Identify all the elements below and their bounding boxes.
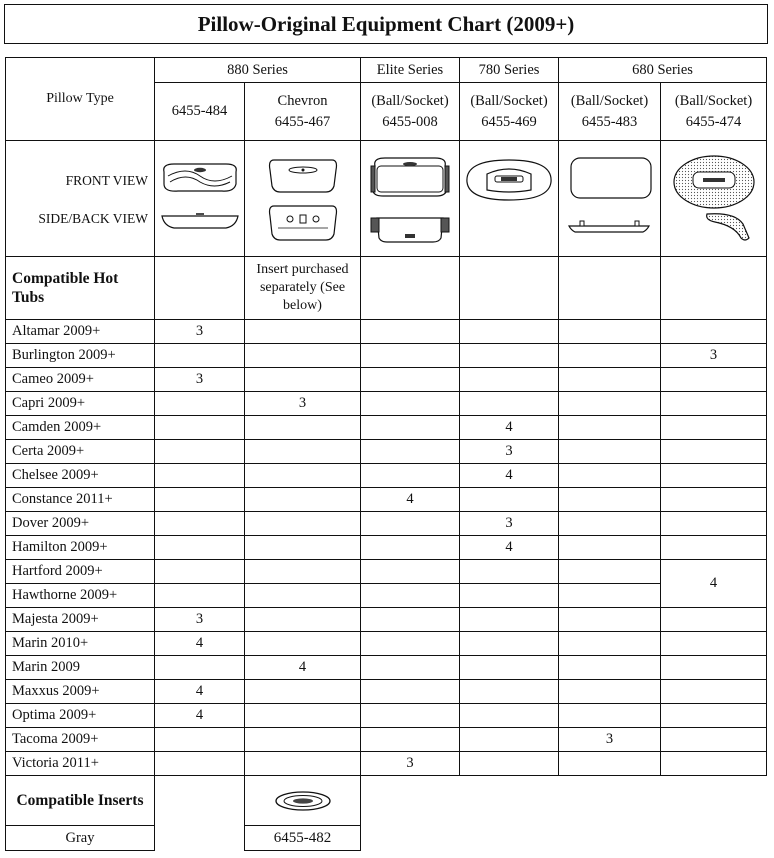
table-row [6,416,767,440]
qty-cell [559,464,661,488]
tub-name: Dover 2009+ [6,512,155,536]
qty-cell [661,320,767,344]
part-name: Chevron [277,92,328,109]
part-name: (Ball/Socket) [470,92,548,109]
qty-cell [661,512,767,536]
qty-cell [661,464,767,488]
qty-cell [155,656,245,680]
qty-cell [155,728,245,752]
qty-cell [361,632,460,656]
qty-cell [661,728,767,752]
pillow-467-illustration [248,152,358,246]
qty-cell [245,584,361,608]
qty-cell [361,608,460,632]
qty-cell: 4 [460,416,559,440]
qty-cell [361,728,460,752]
empty-cell [155,257,245,320]
qty-cell [361,704,460,728]
qty-cell [559,656,661,680]
part-name: (Ball/Socket) [674,92,753,109]
part-header-484 [155,83,245,141]
table-row [6,320,767,344]
tub-name: Cameo 2009+ [6,368,155,392]
table-row [6,608,767,632]
qty-cell [155,392,245,416]
qty-cell [245,368,361,392]
qty-cell [661,440,767,464]
part-name: (Ball/Socket) [570,92,649,109]
qty-cell [661,608,767,632]
pillow-type-label: Pillow Type [6,58,155,141]
part-number: 6455-484 [171,103,228,119]
tub-name: Majesta 2009+ [6,608,155,632]
qty-cell [460,656,559,680]
qty-cell [245,512,361,536]
qty-cell: 4 [155,680,245,704]
qty-cell [361,416,460,440]
empty-cell [361,776,767,826]
tub-name: Capri 2009+ [6,392,155,416]
qty-cell [155,416,245,440]
qty-cell [361,368,460,392]
qty-cell [661,752,767,776]
view-labels-cell [6,141,155,257]
tub-name: Maxxus 2009+ [6,680,155,704]
chevron-insert-note: Insert purchased separately (See below) [245,257,361,320]
part-header-008 [361,83,460,141]
series-680-header: 680 Series [559,58,767,83]
qty-cell: 3 [155,608,245,632]
qty-cell-merged: 4 [661,560,767,608]
qty-cell [460,368,559,392]
qty-cell [460,752,559,776]
qty-cell [460,728,559,752]
qty-cell [361,464,460,488]
table-row [6,584,767,608]
qty-cell [361,440,460,464]
qty-cell [559,368,661,392]
empty-cell [559,257,661,320]
qty-cell [661,416,767,440]
qty-cell [661,488,767,512]
qty-cell [559,440,661,464]
pillow-image-008 [361,141,460,257]
insert-image-cell [245,776,361,826]
table-row [6,344,767,368]
insert-color-label: Gray [6,826,155,851]
tub-name: Optima 2009+ [6,704,155,728]
qty-cell [661,704,767,728]
part-number: 6455-469 [481,113,537,130]
qty-cell [245,344,361,368]
tub-name: Hartford 2009+ [6,560,155,584]
qty-cell [155,488,245,512]
pillow-483-illustration [561,152,659,246]
insert-482-illustration [273,789,333,813]
pillow-484-illustration [156,154,244,244]
qty-cell [559,416,661,440]
part-number: 6455-467 [274,113,331,130]
part-header-469 [460,83,559,141]
qty-cell [661,392,767,416]
table-row [6,512,767,536]
table-row [6,704,767,728]
qty-cell [559,632,661,656]
empty-cell [361,257,460,320]
tub-name: Constance 2011+ [6,488,155,512]
tub-name: Burlington 2009+ [6,344,155,368]
side-view-label: SIDE/BACK VIEW [38,210,148,226]
empty-cell [155,826,245,851]
table-row [6,632,767,656]
qty-cell [155,752,245,776]
qty-cell [460,560,559,584]
qty-cell: 4 [155,632,245,656]
pillow-image-483 [559,141,661,257]
qty-cell [245,320,361,344]
qty-cell [361,680,460,704]
qty-cell: 4 [460,536,559,560]
part-number: 6455-483 [581,113,638,130]
empty-cell [460,257,559,320]
qty-cell [361,392,460,416]
equipment-chart-table [5,57,767,851]
qty-cell [361,344,460,368]
qty-cell [559,752,661,776]
table-row [6,488,767,512]
pillow-image-484 [155,141,245,257]
table-row [6,392,767,416]
qty-cell [559,488,661,512]
pillow-474-illustration [663,152,765,246]
table-row [6,680,767,704]
qty-cell [245,680,361,704]
qty-cell [460,392,559,416]
qty-cell [559,560,661,584]
empty-cell [361,826,767,851]
table-row [6,560,767,584]
qty-cell [361,560,460,584]
tub-name: Camden 2009+ [6,416,155,440]
qty-cell [661,632,767,656]
tub-name: Marin 2010+ [6,632,155,656]
table-row [6,728,767,752]
qty-cell [661,656,767,680]
qty-cell [559,680,661,704]
qty-cell [460,704,559,728]
qty-cell [245,536,361,560]
qty-cell [245,728,361,752]
pillow-image-469 [460,141,559,257]
table-row [6,752,767,776]
qty-cell [661,536,767,560]
qty-cell [559,536,661,560]
qty-cell [559,344,661,368]
qty-cell [155,440,245,464]
qty-cell: 3 [155,320,245,344]
tub-name: Victoria 2011+ [6,752,155,776]
qty-cell [559,584,661,608]
part-header-467 [245,83,361,141]
qty-cell [155,584,245,608]
qty-cell [245,488,361,512]
table-row [6,440,767,464]
qty-cell [245,704,361,728]
qty-cell [155,512,245,536]
pillow-image-474 [661,141,767,257]
part-number: 6455-008 [382,113,438,130]
compatible-inserts-header: Compatible Inserts [6,776,155,826]
qty-cell: 3 [361,752,460,776]
qty-cell [559,704,661,728]
qty-cell: 4 [245,656,361,680]
qty-cell: 4 [460,464,559,488]
compatible-hot-tubs-header: Compatible Hot Tubs [6,257,155,320]
table-row [6,464,767,488]
qty-cell: 3 [245,392,361,416]
qty-cell [155,344,245,368]
qty-cell [460,320,559,344]
qty-cell [460,608,559,632]
qty-cell [245,752,361,776]
pillow-008-illustration [361,152,459,246]
table-row [6,368,767,392]
front-view-label: FRONT VIEW [65,172,148,188]
part-number: 6455-474 [685,113,742,130]
qty-cell [460,488,559,512]
qty-cell: 3 [460,440,559,464]
qty-cell [559,512,661,536]
qty-cell [460,680,559,704]
tub-name: Tacoma 2009+ [6,728,155,752]
tub-name: Certa 2009+ [6,440,155,464]
series-880-header: 880 Series [155,58,361,83]
series-elite-header: Elite Series [361,58,460,83]
qty-cell [661,680,767,704]
part-name: (Ball/Socket) [371,92,449,109]
qty-cell: 3 [559,728,661,752]
qty-cell [155,560,245,584]
qty-cell [661,368,767,392]
series-780-header: 780 Series [460,58,559,83]
qty-cell: 3 [155,368,245,392]
tub-name: Hawthorne 2009+ [6,584,155,608]
tub-name: Altamar 2009+ [6,320,155,344]
qty-cell [245,416,361,440]
qty-cell [245,440,361,464]
qty-cell [460,344,559,368]
page-title: Pillow-Original Equipment Chart (2009+) [4,4,768,44]
qty-cell [460,584,559,608]
qty-cell [245,464,361,488]
qty-cell [245,632,361,656]
table-row [6,656,767,680]
qty-cell [245,560,361,584]
tub-name: Marin 2009 [6,656,155,680]
pillow-469-illustration [461,152,557,246]
empty-cell [661,257,767,320]
qty-cell: 4 [361,488,460,512]
qty-cell: 3 [661,344,767,368]
qty-cell [245,608,361,632]
tub-name: Chelsee 2009+ [6,464,155,488]
qty-cell [361,320,460,344]
qty-cell: 4 [155,704,245,728]
qty-cell [559,608,661,632]
qty-cell [361,656,460,680]
qty-cell [361,536,460,560]
tub-name: Hamilton 2009+ [6,536,155,560]
part-header-474 [661,83,767,141]
qty-cell [361,512,460,536]
part-header-483 [559,83,661,141]
qty-cell [361,584,460,608]
pillow-image-467 [245,141,361,257]
qty-cell [559,392,661,416]
insert-part-number: 6455-482 [245,826,361,851]
table-row [6,536,767,560]
qty-cell [559,320,661,344]
qty-cell: 3 [460,512,559,536]
qty-cell [155,536,245,560]
empty-cell [155,776,245,826]
qty-cell [460,632,559,656]
qty-cell [155,464,245,488]
